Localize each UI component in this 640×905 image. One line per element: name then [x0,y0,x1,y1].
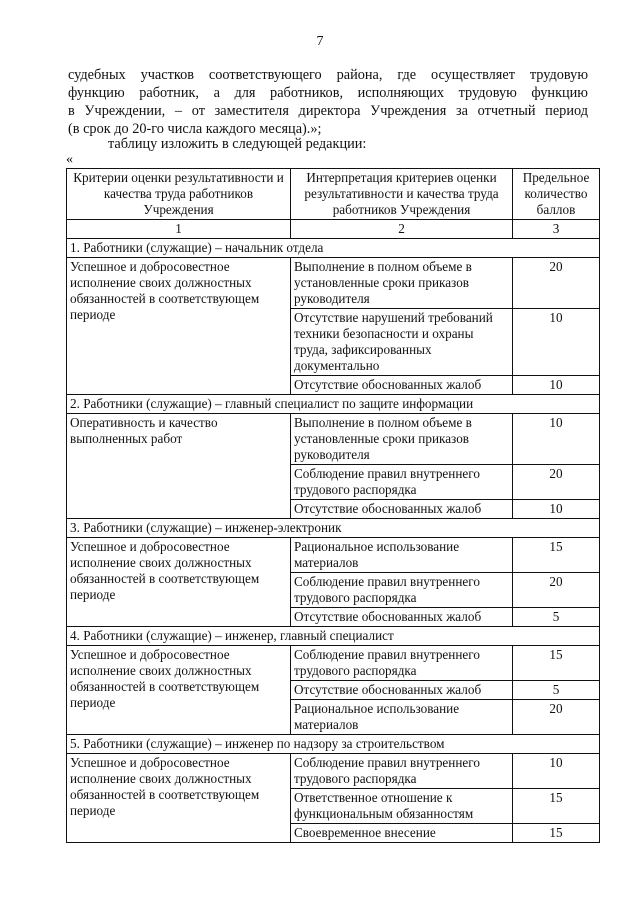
table-intro: таблицу изложить в следующей редакции: [108,136,367,152]
column-number: 1 [67,220,291,239]
table-row [67,414,600,465]
section-title-row [67,239,600,258]
interpretation-cell: Соблюдение правил внутреннего трудового распорядка [291,573,513,608]
criterion-cell: Успешное и добросовестное исполнение своих должностных обязанностей в соответствующем периоде [67,646,291,735]
interpretation-cell: Отсутствие обоснованных жалоб [291,608,513,627]
section-title: 5. Работники (служащие) – инженер по надзору за строительством [67,735,600,754]
section-title-row [67,519,600,538]
interpretation-cell: Соблюдение правил внутреннего трудового распорядка [291,465,513,500]
section-title-row [67,395,600,414]
column-header: Интерпретация критериев оценки результативности и качества труда работников Учреждения [291,169,513,220]
column-header: Предельное количество баллов [513,169,600,220]
criterion-cell: Успешное и добросовестное исполнение своих должностных обязанностей в соответствующем периоде [67,258,291,395]
section-title: 2. Работники (служащие) – главный специалист по защите информации [67,395,600,414]
points-cell: 10 [513,500,600,519]
criterion-cell: Оперативность и качество выполненных работ [67,414,291,519]
interpretation-cell: Отсутствие обоснованных жалоб [291,376,513,395]
points-cell: 15 [513,538,600,573]
intro-line: (в срок до 20-го числа каждого месяца).»; [68,121,322,137]
interpretation-cell: Выполнение в полном объеме в установленные сроки приказов руководителя [291,414,513,465]
points-cell: 5 [513,681,600,700]
interpretation-cell: Своевременное внесение [291,824,513,843]
section-title: 1. Работники (служащие) – начальник отдела [67,239,600,258]
interpretation-cell: Рациональное использование материалов [291,700,513,735]
table-row [67,754,600,789]
points-cell: 10 [513,414,600,465]
interpretation-cell: Отсутствие обоснованных жалоб [291,500,513,519]
interpretation-cell: Рациональное использование материалов [291,538,513,573]
column-number: 2 [291,220,513,239]
points-cell: 20 [513,573,600,608]
interpretation-cell: Отсутствие обоснованных жалоб [291,681,513,700]
points-cell: 10 [513,309,600,376]
points-cell: 15 [513,824,600,843]
points-cell: 20 [513,700,600,735]
table-row [67,538,600,573]
page-number: 7 [316,34,324,49]
criteria-table [66,168,600,843]
criterion-cell: Успешное и добросовестное исполнение своих должностных обязанностей в соответствующем периоде [67,754,291,843]
points-cell: 20 [513,258,600,309]
interpretation-cell: Выполнение в полном объеме в установленные сроки приказов руководителя [291,258,513,309]
interpretation-cell: Ответственное отношение к функциональным обязанностям [291,789,513,824]
interpretation-cell: Соблюдение правил внутреннего трудового распорядка [291,754,513,789]
section-title-row [67,627,600,646]
points-cell: 10 [513,376,600,395]
intro-line: судебных участков соответствующего района, где осуществляет трудовую [68,67,588,83]
column-number-row [67,220,600,239]
points-cell: 5 [513,608,600,627]
interpretation-cell: Соблюдение правил внутреннего трудового распорядка [291,646,513,681]
interpretation-cell: Отсутствие нарушений требований техники безопасности и охраны труда, зафиксированных документально [291,309,513,376]
table-row [67,646,600,681]
section-title-row [67,735,600,754]
section-title: 4. Работники (служащие) – инженер, главный специалист [67,627,600,646]
table-header-row [67,169,600,220]
intro-line: в Учреждении, – от заместителя директора Учреждения за отчетный период [68,103,588,119]
points-cell: 10 [513,754,600,789]
intro-line: функцию работник, а для работников, исполняющих трудовую функцию [68,85,588,101]
intro-paragraph [68,66,588,138]
criterion-cell: Успешное и добросовестное исполнение своих должностных обязанностей в соответствующем периоде [67,538,291,627]
points-cell: 15 [513,789,600,824]
open-quote: « [66,152,73,167]
column-number: 3 [513,220,600,239]
section-title: 3. Работники (служащие) – инженер-электроник [67,519,600,538]
points-cell: 15 [513,646,600,681]
table-row [67,258,600,309]
points-cell: 20 [513,465,600,500]
column-header: Критерии оценки результативности и качества труда работников Учреждения [67,169,291,220]
